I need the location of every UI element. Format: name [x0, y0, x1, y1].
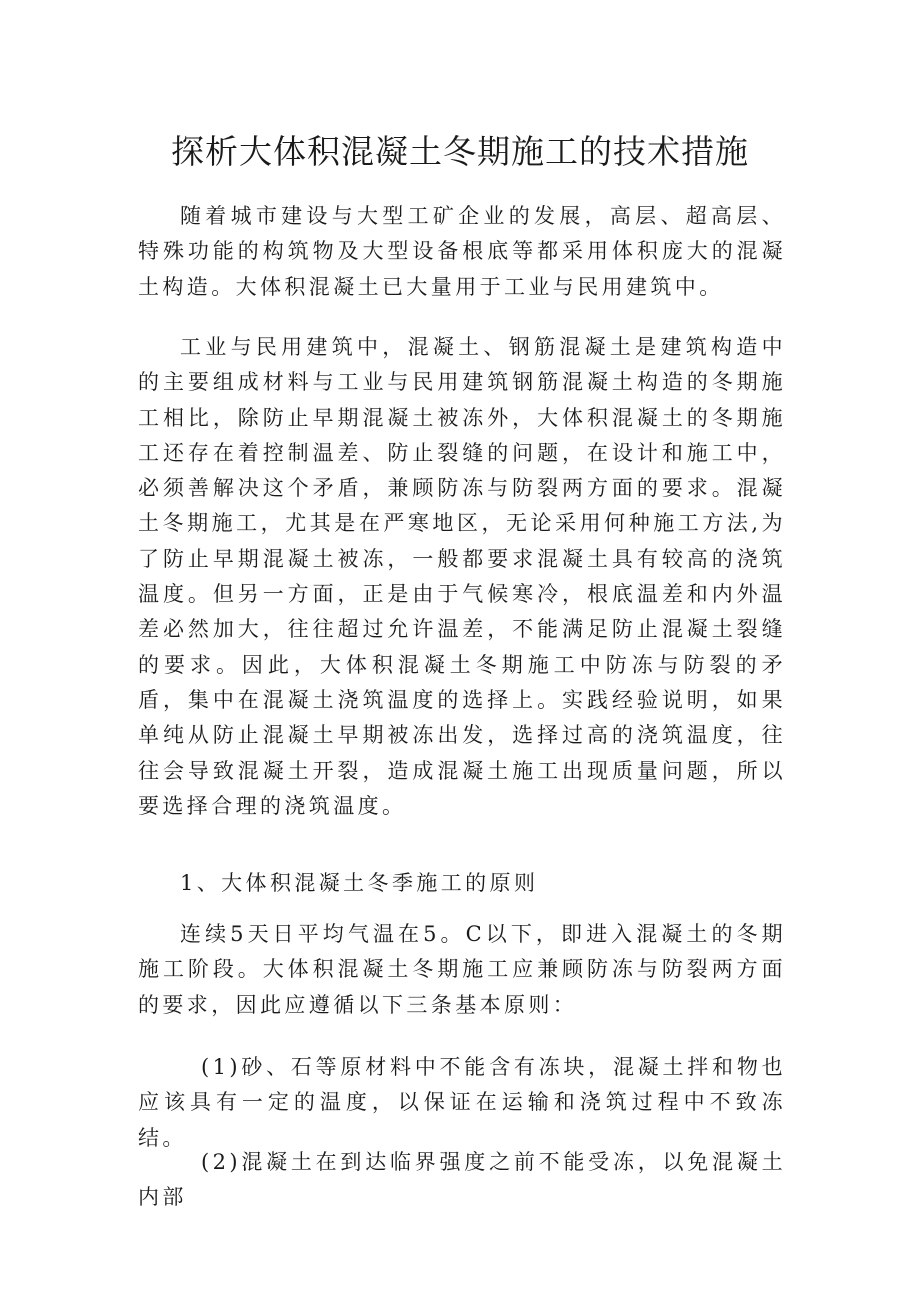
paragraph-principles-intro: 连续5天日平均气温在5。C以下，即进入混凝土的冬期施工阶段。大体积混凝土冬期施工应兼顾防冻与防裂两方面的要求，因此应遵循以下三条基本原则：: [138, 922, 786, 1017]
list-item-principle-2: (2)混凝土在到达临界强度之前不能受冻，以免混凝土内部: [138, 1150, 786, 1210]
paragraph-background: 工业与民用建筑中，混凝土、钢筋混凝土是建筑构造中的主要组成材料与工业与民用建筑钢筋混凝土构造的冬期施工相比，除防止早期混凝土被冻外，大体积混凝土的冬期施工还存在着控制温差、防止裂缝的问题，在设计和施工中，必须善解决这个矛盾，兼顾防冻与防裂两方面的要求。混凝土冬期施工，尤其是在严寒地区，无论采用何种施工方法,为了防止早期混凝土被冻，一般都要求混凝土具有较高的浇筑温度。但另一方面，正是由于气候寒冷，根底温差和内外温差必然加大，往往超过允许温差，不能满足防止混凝土裂缝的要求。因此，大体积混凝土冬期施工中防冻与防裂的矛盾，集中在混凝土浇筑温度的选择上。实践经验说明，如果单纯从防止混凝土早期被冻出发，选择过高的浇筑温度，往往会导致混凝土开裂，造成混凝土施工出现质量问题，所以要选择合理的浇筑温度。: [138, 335, 786, 818]
document-title: 探析大体积混凝土冬期施工的技术措施: [171, 132, 749, 171]
list-item-principle-1: (1)砂、石等原材料中不能含有冻块，混凝土拌和物也应该具有一定的温度，以保证在运输和浇筑过程中不致冻结。: [138, 1055, 786, 1150]
section-heading-principles: 1、大体积混凝土冬季施工的原则: [180, 871, 539, 895]
paragraph-intro: 随着城市建设与大型工矿企业的发展，高层、超高层、特殊功能的构筑物及大型设备根底等都采用体积庞大的混凝土构造。大体积混凝土已大量用于工业与民用建筑中。: [138, 204, 786, 299]
